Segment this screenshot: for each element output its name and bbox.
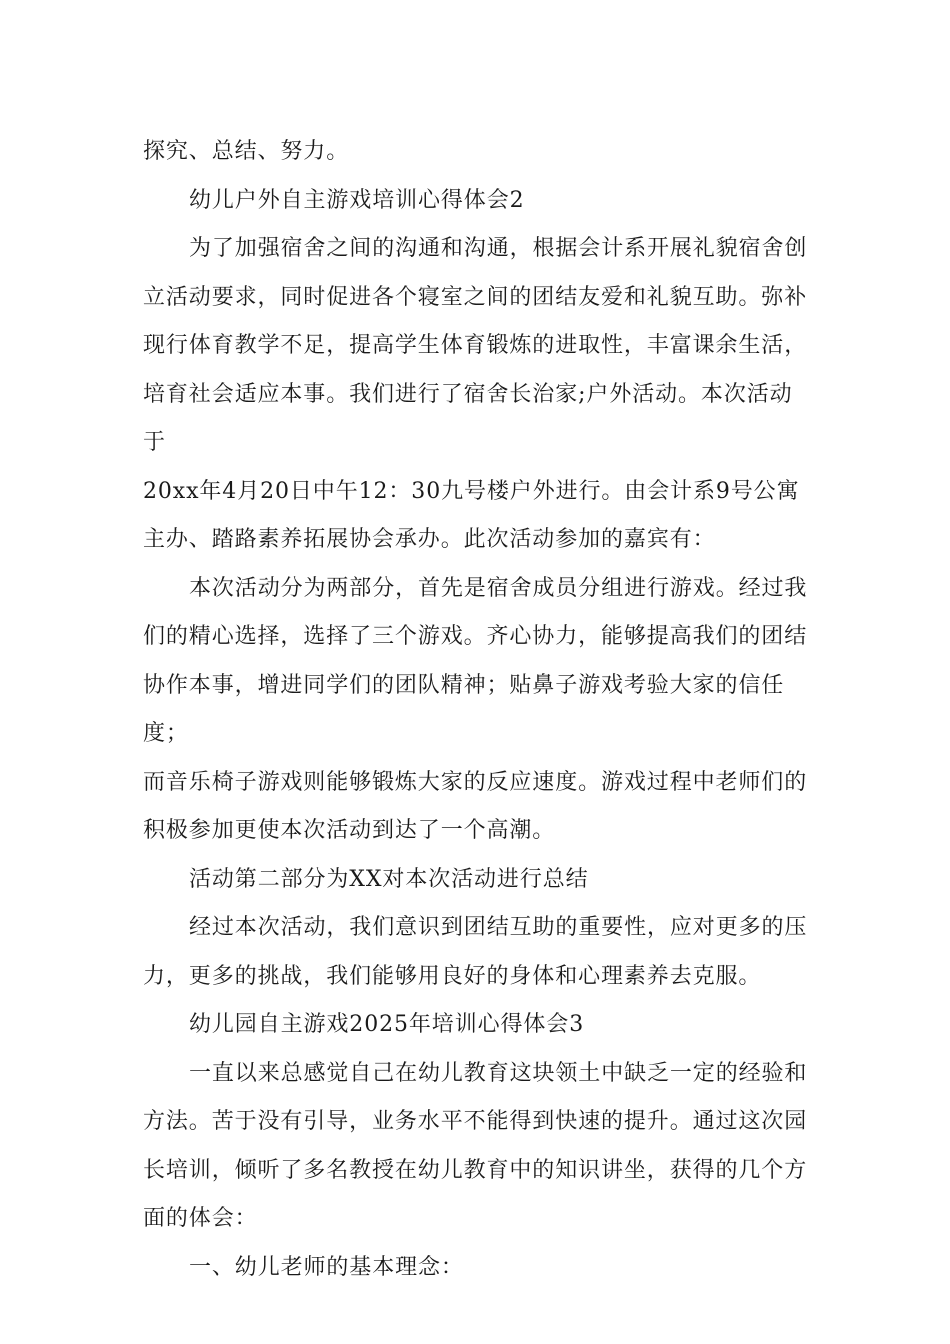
- text-line: 探究、总结、努力。: [143, 139, 350, 164]
- paragraph: [143, 856, 813, 905]
- text-line: 主办、踏路素养拓展协会承办。此次活动参加的嘉宾有：: [143, 527, 716, 552]
- text-line: 经过本次活动，我们意识到团结互助的重要性，应对更多的压: [189, 915, 808, 940]
- text-line: 培育社会适应本事。我们进行了宿舍长治家;户外活动。本次活动于: [143, 381, 793, 455]
- text-line: 力，更多的挑战，我们能够用良好的身体和心理素养去克服。: [143, 963, 762, 989]
- text-line: 们的精心选择，选择了三个游戏。齐心协力，能够提高我们的团结: [143, 624, 808, 649]
- text-line: 现行体育教学不足，提高学生体育锻炼的进取性，丰富课余生活，: [143, 333, 808, 358]
- paragraph: [143, 225, 813, 565]
- text-line: 本次活动分为两部分，首先是宿舍成员分组进行游戏。经过我: [189, 575, 808, 601]
- document-body: [143, 128, 813, 1292]
- paragraph: [143, 1050, 813, 1244]
- text-line: 幼儿户外自主游戏培训心得体会2: [189, 187, 525, 213]
- text-line: 一直以来总感觉自己在幼儿教育这块领土中缺乏一定的经验和: [189, 1060, 808, 1086]
- paragraph: [143, 128, 813, 177]
- paragraph: [143, 177, 813, 226]
- paragraph: [143, 1244, 813, 1293]
- text-line: 而音乐椅子游戏则能够锻炼大家的反应速度。游戏过程中老师们的: [143, 769, 808, 795]
- text-line: 协作本事，增进同学们的团队精神；贴鼻子游戏考验大家的信任度；: [143, 672, 785, 746]
- paragraph: [143, 565, 813, 856]
- text-line: 长培训，倾听了多名教授在幼儿教育中的知识讲坐，获得的几个方: [143, 1157, 808, 1183]
- text-line: 活动第二部分为XX对本次活动进行总结: [189, 866, 589, 892]
- text-line: 面的体会：: [143, 1206, 258, 1231]
- text-line: 幼儿园自主游戏2025年培训心得体会3: [189, 1012, 585, 1037]
- text-line: 立活动要求，同时促进各个寝室之间的团结友爱和礼貌互助。弥补: [143, 284, 808, 310]
- paragraph: [143, 1001, 813, 1050]
- text-line: 积极参加更使本次活动到达了一个高潮。: [143, 818, 556, 843]
- text-line: 方法。苦于没有引导，业务水平不能得到快速的提升。通过这次园: [143, 1109, 808, 1134]
- text-line: 20xx年4月20日中午12：30九号楼户外进行。由会计系9号公寓: [143, 478, 800, 504]
- text-line: 为了加强宿舍之间的沟通和沟通，根据会计系开展礼貌宿舍创: [189, 236, 808, 261]
- paragraph: [143, 904, 813, 1001]
- text-line: 一、幼儿老师的基本理念：: [189, 1254, 464, 1280]
